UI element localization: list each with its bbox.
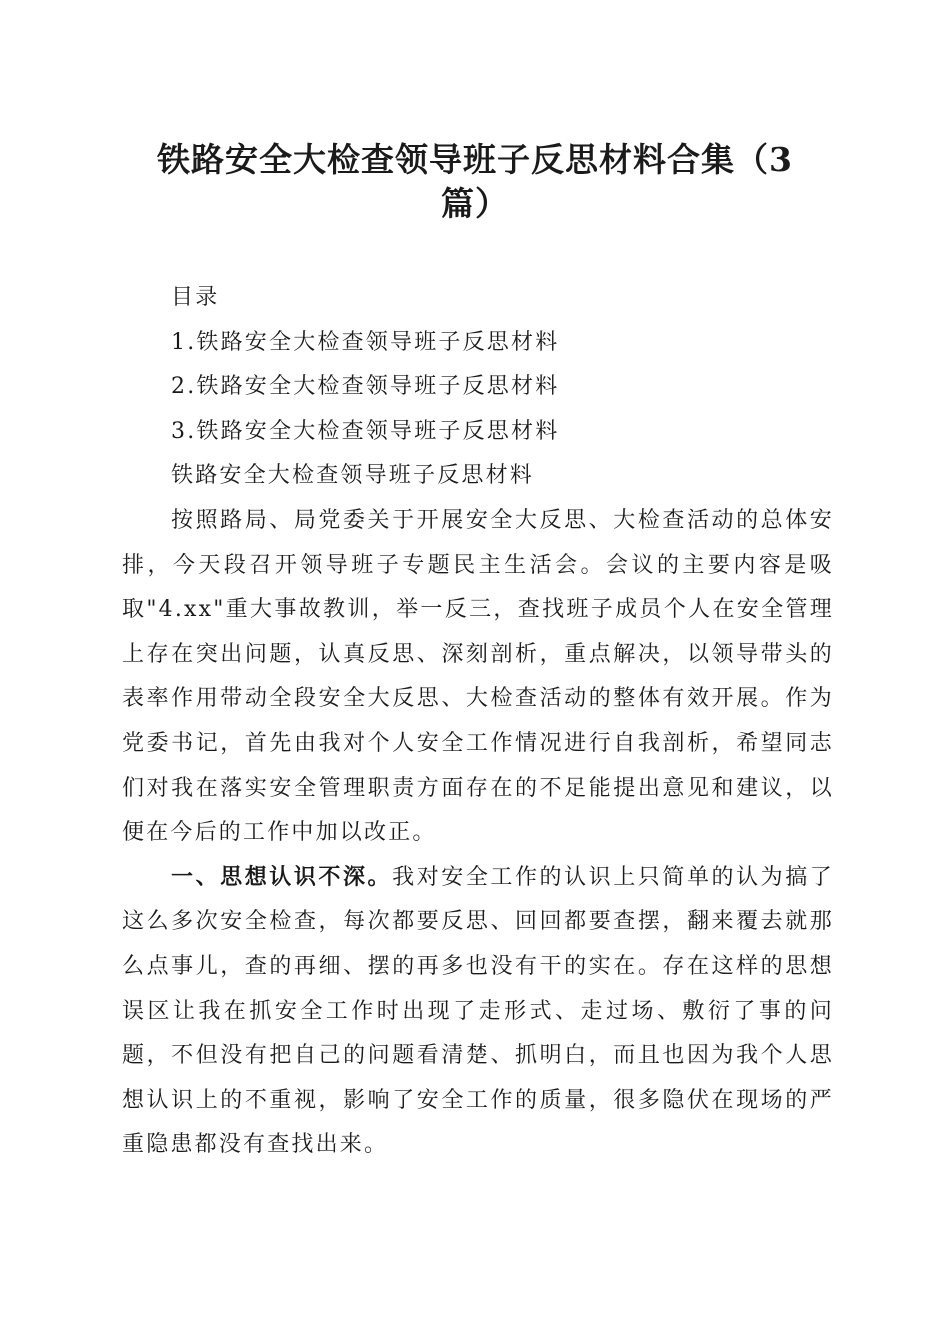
toc-item-3: 3.铁路安全大检查领导班子反思材料 [171, 418, 560, 444]
point-1-text: 我对安全工作的认识上只简单的认为搞了这么多次安全检查，每次都要反思、回回都要查摆，翻来覆去就那么点事儿，查的再细、摆的再多也没有干的实在。存在这样的思想误区让我在抓安全工作时出现了走形式、走过场、敷衍了事的问题，不但没有把自己的问题看清楚、抓明白，而且也因为我个人思想认识上的不重视，影响了安全工作的质量，很多隐伏在现场的严重隐患都没有查找出来。 [122, 864, 834, 1158]
toc-item-2: 2.铁路安全大检查领导班子反思材料 [171, 374, 560, 400]
toc-item-1: 1.铁路安全大检查领导班子反思材料 [171, 329, 560, 355]
section-title: 铁路安全大检查领导班子反思材料 [171, 463, 535, 489]
document-title: 铁路安全大检查领导班子反思材料合集（3篇） [157, 140, 793, 223]
intro-paragraph: 按照路局、局党委关于开展安全大反思、大检查活动的总体安排，今天段召开领导班子专题民主生活会。会议的主要内容是吸取"4.xx"重大事故教训，举一反三，查找班子成员个人在安全管理上存在突出问题，认真反思、深刻剖析，重点解决，以领导带头的表率作用带动全段安全大反思、大检查活动的整体有效开展。作为党委书记，首先由我对个人安全工作情况进行自我剖析，希望同志们对我在落实安全管理职责方面存在的不足能提出意见和建议，以便在今后的工作中加以改正。 [122, 507, 834, 846]
point-1-heading: 一、思想认识不深。 [171, 864, 393, 890]
document-body [122, 276, 834, 1168]
toc-heading: 目录 [171, 285, 220, 310]
point-1-paragraph [122, 856, 834, 1168]
